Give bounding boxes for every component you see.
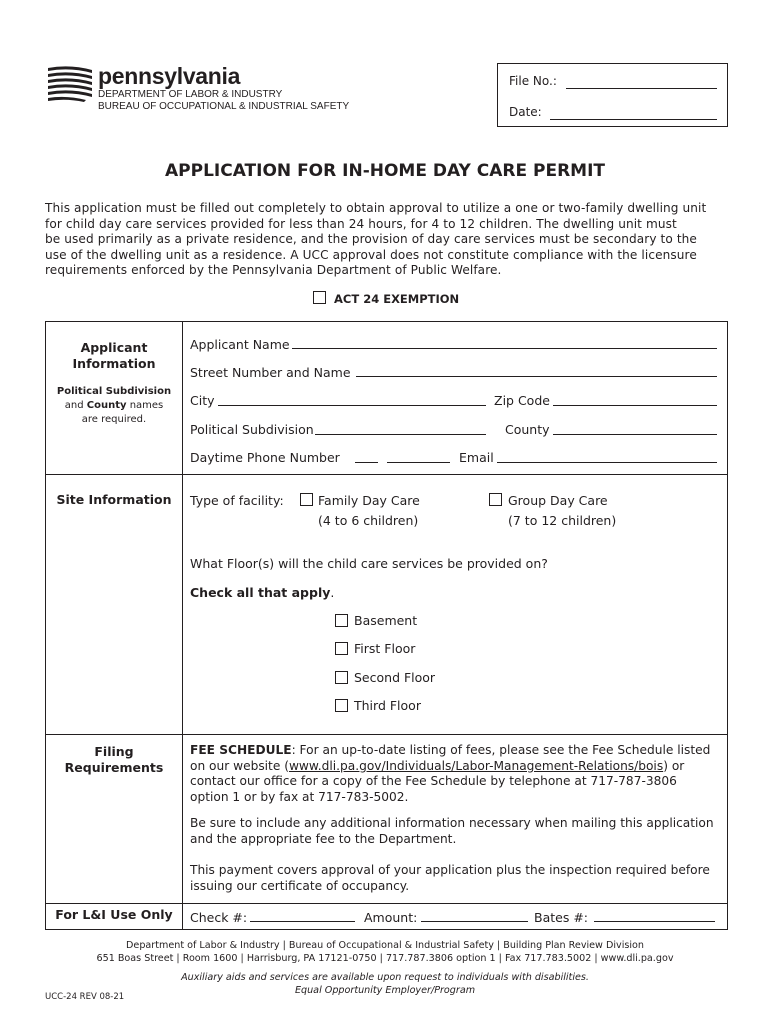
intro-line: be used primarily as a private residence, and the provision of day care services must be secondary to the — [45, 232, 697, 247]
intro-line: use of the dwelling unit as a residence. A UCC approval does not constitute compliance with the licensure — [45, 247, 697, 262]
act24-label: ACT 24 EXEMPTION — [334, 292, 460, 306]
act24-checkbox[interactable] — [313, 291, 326, 304]
check-number-field[interactable] — [250, 921, 355, 922]
row-divider — [45, 734, 727, 735]
basement-checkbox[interactable] — [335, 614, 348, 627]
first-floor-label: First Floor — [354, 641, 416, 656]
group-day-care-checkbox[interactable] — [489, 493, 502, 506]
fee-schedule-paragraph: FEE SCHEDULE: For an up-to-date listing of fees, please see the Fee Schedule listed on our website (www.dli.pa.gov/Individuals/Labor-Management-Relations/bois) or contact our office for a copy of the Fee Schedule by telephone at 717-787-3806 option 1 or by fax at 717-783-5002. — [190, 743, 711, 804]
zip-code-label: Zip Code — [494, 393, 550, 408]
bates-number-label: Bates #: — [534, 910, 588, 925]
email-label: Email — [459, 450, 494, 465]
facility-type-label: Type of facility: — [190, 493, 284, 508]
second-floor-label: Second Floor — [354, 670, 436, 685]
filing-section-label: Filing Requirements — [64, 744, 164, 775]
group-day-care-label: Group Day Care — [508, 493, 608, 508]
table-divider — [182, 321, 183, 929]
intro-line: This application must be filled out completely to obtain approval to utilize a one or two-family dwelling unit — [45, 201, 707, 215]
second-floor-checkbox[interactable] — [335, 671, 348, 684]
family-day-care-checkbox[interactable] — [300, 493, 313, 506]
file-no-field[interactable] — [566, 88, 717, 89]
check-number-label: Check #: — [190, 910, 248, 925]
file-no-label: File No.: — [509, 74, 557, 88]
date-field[interactable] — [550, 119, 717, 120]
department-name — [98, 89, 349, 113]
group-day-care-range: (7 to 12 children) — [508, 513, 617, 528]
phone-number-field[interactable] — [387, 462, 450, 463]
street-label: Street Number and Name — [190, 365, 351, 380]
zip-code-field[interactable] — [553, 405, 717, 406]
row-divider — [45, 474, 727, 475]
applicant-name-label: Applicant Name — [190, 337, 290, 352]
act24-exemption[interactable] — [313, 291, 459, 306]
amount-label: Amount: — [364, 910, 418, 925]
county-label: County — [505, 422, 550, 437]
political-subdivision-label: Political Subdivision — [190, 422, 314, 437]
footer-address-line-2: 651 Boas Street | Room 1600 | Harrisburg, PA 17121-0750 | 717.787.3806 option 1 | Fax 717.783.5002 | www.dli.pa.gov — [96, 953, 674, 964]
phone-area-code-field[interactable] — [355, 462, 378, 463]
footer-eeo-note: Equal Opportunity Employer/Program — [294, 985, 476, 996]
city-label: City — [190, 393, 215, 408]
political-subdivision-field[interactable] — [315, 434, 486, 435]
amount-field[interactable] — [421, 921, 528, 922]
street-field[interactable] — [356, 376, 717, 377]
email-field[interactable] — [497, 462, 717, 463]
bates-number-field[interactable] — [594, 921, 715, 922]
third-floor-checkbox[interactable] — [335, 699, 348, 712]
county-field[interactable] — [553, 434, 717, 435]
mailing-instructions: Be sure to include any additional information necessary when mailing this application and the appropriate fee to the Department. — [190, 816, 714, 846]
keystone-logo-icon — [46, 64, 94, 104]
required-note: Political Subdivision and County names are required. — [56, 386, 172, 425]
footer-address-line-1: Department of Labor & Industry | Bureau of Occupational & Industrial Safety | Building Plan Review Division — [126, 940, 644, 951]
intro-line: for child day care services provided for less than 24 hours, for 4 to 12 children. The dwelling unit must — [45, 216, 677, 231]
fee-schedule-heading: FEE SCHEDULE — [190, 743, 292, 757]
payment-coverage-note: This payment covers approval of your application plus the inspection required before issuing our certificate of occupancy. — [190, 863, 710, 893]
intro-paragraph — [45, 201, 745, 279]
office-use-label: For L&I Use Only — [55, 907, 173, 922]
footer-accessibility-note: Auxiliary aids and services are available upon request to individuals with disabilities. — [181, 972, 589, 983]
fee-schedule-link[interactable]: www.dli.pa.gov/Individuals/Labor-Management-Relations/bois — [288, 758, 664, 773]
department-line-1: DEPARTMENT OF LABOR & INDUSTRY — [98, 89, 283, 100]
phone-label: Daytime Phone Number — [190, 450, 340, 465]
file-info-box — [497, 63, 728, 127]
basement-label: Basement — [354, 613, 418, 628]
family-day-care-label: Family Day Care — [318, 493, 420, 508]
date-label: Date: — [509, 105, 542, 119]
floor-question: What Floor(s) will the child care services be provided on? — [190, 556, 548, 571]
check-all-instruction: Check all that apply. — [190, 585, 335, 600]
first-floor-checkbox[interactable] — [335, 642, 348, 655]
family-day-care-range: (4 to 6 children) — [318, 513, 419, 528]
applicant-name-field[interactable] — [292, 348, 717, 349]
agency-wordmark: pennsylvania — [98, 63, 241, 89]
row-divider — [45, 903, 727, 904]
department-line-2: BUREAU OF OCCUPATIONAL & INDUSTRIAL SAFETY — [98, 101, 350, 112]
form-code: UCC-24 REV 08-21 — [45, 992, 125, 1002]
form-title: APPLICATION FOR IN-HOME DAY CARE PERMIT — [165, 161, 605, 181]
site-section-label: Site Information — [56, 492, 172, 507]
city-field[interactable] — [218, 405, 486, 406]
applicant-section-label: Applicant Information — [72, 340, 156, 371]
intro-line: requirements enforced by the Pennsylvania Department of Public Welfare. — [45, 263, 502, 278]
third-floor-label: Third Floor — [354, 698, 421, 713]
